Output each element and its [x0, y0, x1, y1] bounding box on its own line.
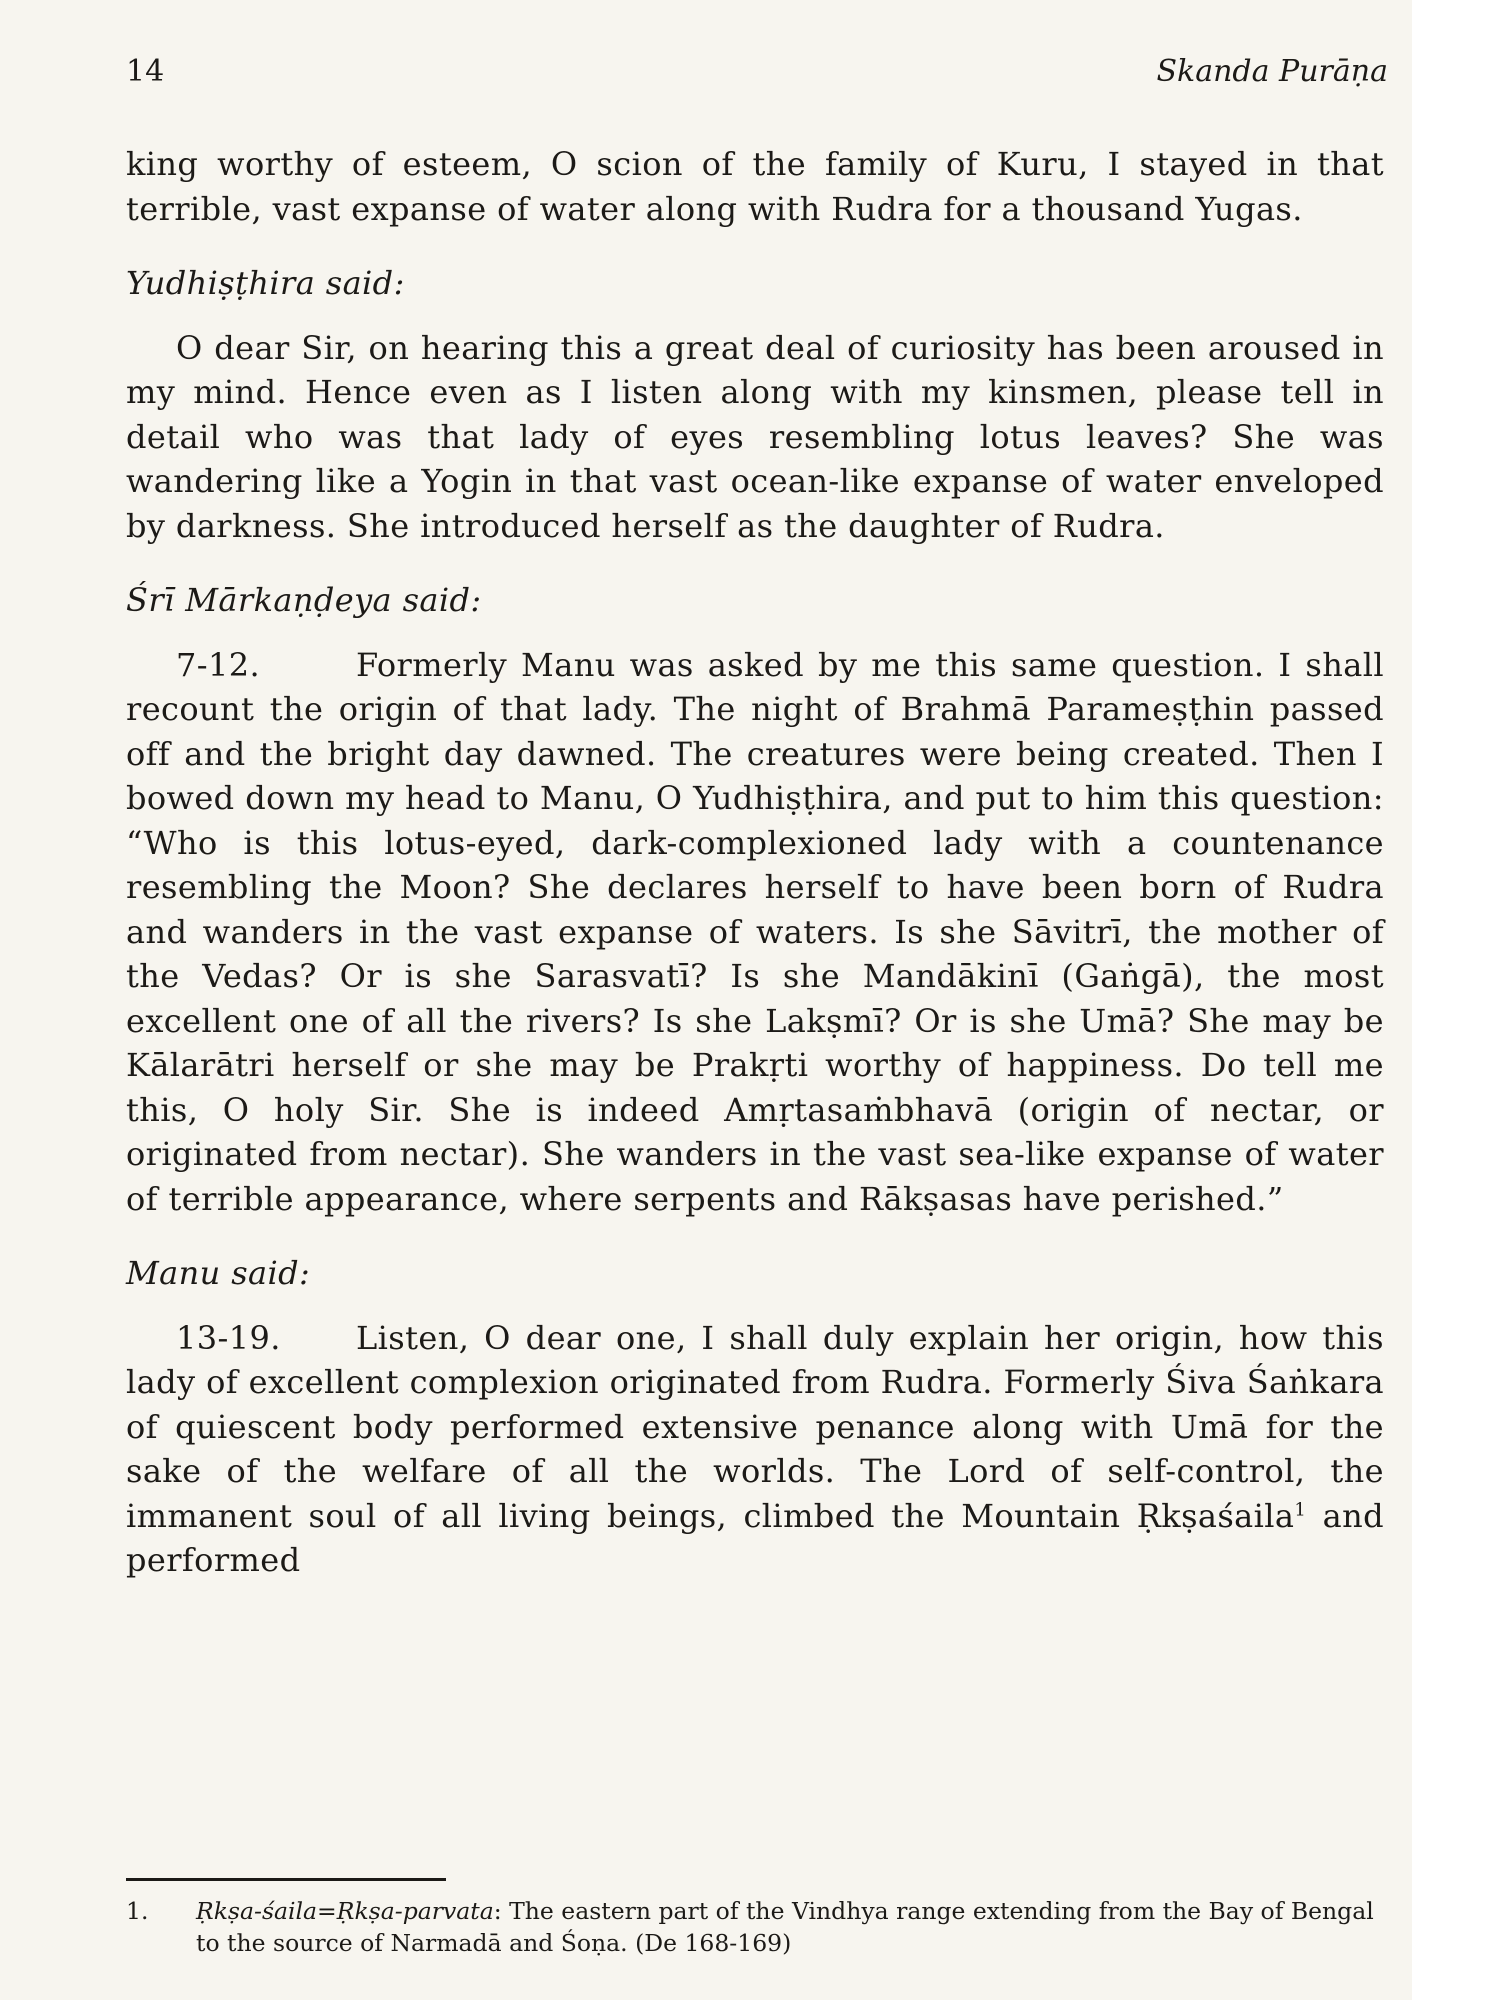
footnote-marker: 1.	[126, 1897, 149, 1925]
speaker-heading-markandeya: Śrī Mārkaṇḍeya said:	[126, 581, 482, 619]
verse-text-end: and performed	[126, 1496, 1384, 1579]
page-margin	[1412, 0, 1500, 2000]
speaker-heading-yudhisthira: Yudhiṣṭhira said:	[126, 264, 405, 302]
footnote-term: Ṛkṣa-śaila=Ṛkṣa-parvata	[196, 1897, 494, 1925]
paragraph-yudhisthira-question: O dear Sir, on hearing this a great deal of curiosity has been aroused in my mind. Hence even as I listen along with my kinsmen, please tell in detail who was that lady of eyes resembling lotus leaves? She was wandering like a Yogin in that vast ocean-like expanse of water enveloped by darkness. She introduced herself as the daughter of Rudra.	[126, 328, 1384, 545]
verse-number: 13-19.	[176, 1318, 281, 1357]
footnote-text	[196, 1895, 1384, 1959]
paragraph-verse-7-12	[126, 643, 1384, 1222]
verse-text: Listen, O dear one, I shall duly explain her origin, how this lady of excellent complexion originated from Rudra. Formerly Śiva Śaṅkara of quiescent body performed extensive penance along with Umā for the sake of the welfare of all the worlds. The Lord of self-control, the immanent soul of all living beings, climbed the Mountain Ṛkṣaśaila	[126, 1318, 1384, 1535]
running-title: Skanda Purāṇa	[1156, 54, 1388, 89]
paragraph-verse-13-19	[126, 1316, 1384, 1583]
verse-number: 7-12.	[176, 645, 261, 684]
footnote-reference: 1	[1294, 1498, 1307, 1520]
page-number: 14	[126, 54, 165, 89]
verse-text: Formerly Manu was asked by me this same question. I shall recount the origin of that lady. The night of Brahmā Parameṣṭhin passed off and the bright day dawned. The creatures were being created. Then I bowed down my head to Manu, O Yudhiṣṭhira, and put to him this question: “Who is this lotus-eyed, dark-complexioned lady with a countenance resembling the Moon? She declares herself to have been born of Rudra and wanders in the vast expanse of waters. Is she Sāvitrī, the mother of the Vedas? Or is she Sarasvatī? Is she Mandākinī (Gaṅgā), the most excellent one of all the rivers? Is she Lakṣmī? Or is she Umā? She may be Kālarātri herself or she may be Prakṛti worthy of happiness. Do tell me this, O holy Sir. She is indeed Amṛtasaṁbhavā (origin of nectar, or originated from nectar). She wanders in the vast sea-like expanse of water of terrible appearance, where serpents and Rākṣasas have perished.”	[126, 645, 1384, 1218]
paragraph-continuation: king worthy of esteem, O scion of the family of Kuru, I stayed in that terrible, vast expanse of water along with Rudra for a thousand Yugas.	[126, 145, 1384, 228]
footnote	[126, 1895, 1384, 1959]
footnote-description: : The eastern part of the Vindhya range extending from the Bay of Bengal to the source of Narmadā and Śoṇa. (De 168-169)	[196, 1897, 1374, 1957]
page-header	[126, 54, 1388, 104]
speaker-heading-manu: Manu said:	[126, 1254, 311, 1292]
page-body	[126, 142, 1384, 1583]
footnote-divider	[126, 1878, 446, 1881]
